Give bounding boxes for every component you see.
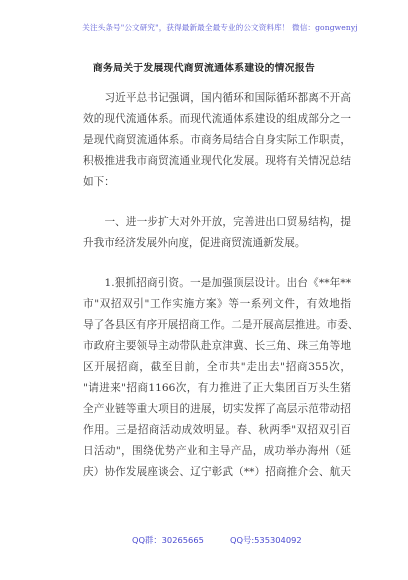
text-line: 导了各县区有序开展招商工作。二是开展高层推进。市委、 [83,319,359,331]
text-line: 作用。三是招商活动成效明显。春、秋两季"双招双引百 [83,424,351,436]
text-line: 1.狠抓招商引资。一是加强顶层设计。出台《**年** [83,277,351,289]
document-title: 商务局关于发展现代商贸流通体系建设的情况报告 [92,63,316,74]
text-line: 如下： [83,176,115,188]
qq-group-number: QQ群：30265665 [132,535,204,545]
header-promo-note: 关注头条号"公文研究"，获得最新最全最专业的公文资料库！ 微信：gongwenyj [82,23,358,32]
paragraph-intro [83,88,351,193]
footer-contact [0,534,408,548]
text-line: 市政府主要领导主动带队赴京津冀、长三角、珠三角等地 [83,340,351,352]
text-line: 日活动"，围绕优势产业和主导产品，成功举办海州（延 [83,445,351,457]
paragraph-investment [83,273,359,483]
text-line: 市"双招双引"工作实施方案》等一系列文件，有效地指 [83,298,351,310]
qq-account-number: QQ号:535304092 [230,535,302,545]
text-line: 习近平总书记强调，国内循环和国际循环都离不开高 [83,92,351,104]
text-line: 效的现代流通体系。而现代流通体系建设的组成部分之一 [83,113,351,125]
text-line: "请进来"招商1166次，有力推进了正大集团百万头生猪 [83,382,351,394]
text-line: 区开展招商，截至目前，全市共"走出去"招商355次， [83,361,351,373]
text-line: 升我市经济发展外向度，促进商贸流通新发展。 [83,237,306,249]
text-line: 全产业链等重大项目的进展，切实发挥了高层示范带动招 [83,403,351,415]
text-line: 庆）协作发展座谈会、辽宁彰武（**）招商推介会、航天 [83,466,351,478]
text-line: 积极推进我市商贸流通业现代化发展。现将有关情况总结 [83,155,351,167]
text-line: 是现代商贸流通体系。市商务局结合自身实际工作职责， [83,134,351,146]
text-line: 一、进一步扩大对外开放，完善进出口贸易结构，提 [83,216,351,228]
paragraph-section-one [83,212,351,254]
